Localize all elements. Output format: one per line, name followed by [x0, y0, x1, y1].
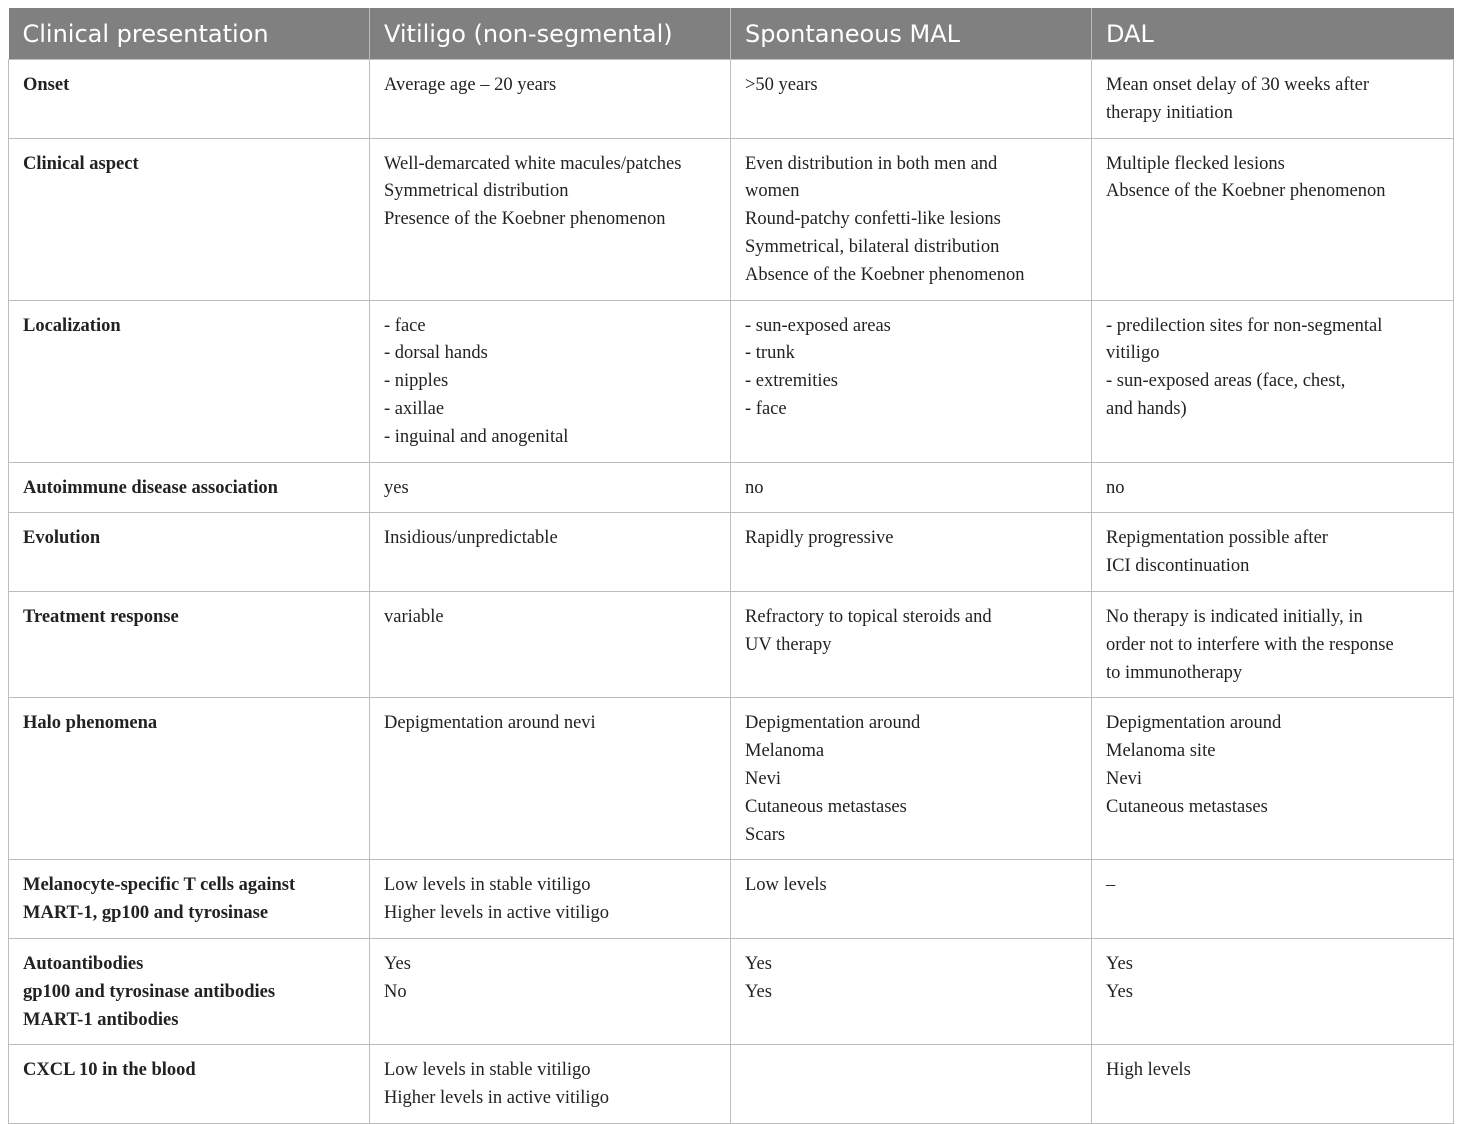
cell-line: gp100 and tyrosinase antibodies — [23, 981, 276, 1002]
cell-line: Even distribution in both men and — [745, 153, 998, 174]
vitiligo-cell — [370, 462, 731, 513]
row-label-cell — [9, 300, 370, 462]
cell-line: Depigmentation around — [1106, 713, 1282, 734]
cell-line: - sun-exposed areas — [745, 315, 891, 336]
cell-line: Higher levels in active vitiligo — [384, 1088, 610, 1109]
cell-line: Average age – 20 years — [384, 75, 557, 95]
cell-line: Repigmentation possible after — [1106, 528, 1328, 549]
dal-cell — [1092, 462, 1454, 513]
cell-line: – — [1106, 875, 1116, 896]
cell-line: Symmetrical, bilateral distribution — [745, 236, 1000, 257]
vitiligo-cell — [370, 698, 731, 860]
vitiligo-cell — [370, 860, 731, 939]
spontaneous-mal-cell — [731, 860, 1092, 939]
cell-line: Refractory to topical steroids and — [745, 606, 992, 627]
vitiligo-cell — [370, 591, 731, 697]
cell-line: Insidious/unpredictable — [384, 528, 558, 549]
vitiligo-cell — [370, 513, 731, 592]
table-row — [9, 300, 1454, 462]
cell-line: Cutaneous metastases — [745, 796, 907, 817]
dal-cell — [1092, 938, 1454, 1044]
cell-line: Depigmentation around nevi — [384, 713, 596, 734]
table-row — [9, 698, 1454, 860]
cell-line: Melanoma site — [1106, 741, 1216, 762]
dal-cell — [1092, 698, 1454, 860]
vitiligo-cell — [370, 60, 731, 139]
cell-line: yes — [384, 477, 409, 498]
comparison-table — [8, 8, 1454, 1124]
table-header — [9, 8, 1454, 60]
cell-line: order not to interfere with the response — [1106, 634, 1394, 655]
cell-line: Low levels — [745, 875, 827, 896]
row-label-cell — [9, 513, 370, 592]
cell-line: - inguinal and anogenital — [384, 426, 569, 447]
cell-line: Absence of the Koebner phenomenon — [1106, 181, 1386, 202]
table-row — [9, 860, 1454, 939]
cell-line: Presence of the Koebner phenomenon — [384, 209, 666, 230]
cell-line: to immunotherapy — [1106, 662, 1243, 683]
cell-line: Autoantibodies — [23, 953, 144, 974]
table-body — [9, 60, 1454, 1124]
cell-line: Round-patchy confetti-like lesions — [745, 209, 1001, 230]
cell-line: No therapy is indicated initially, in — [1106, 606, 1363, 627]
spontaneous-mal-cell — [731, 513, 1092, 592]
cell-line: Rapidly progressive — [745, 528, 894, 549]
cell-line: High levels — [1106, 1060, 1191, 1081]
spontaneous-mal-cell — [731, 698, 1092, 860]
cell-line: Yes — [384, 953, 411, 974]
row-label-cell — [9, 591, 370, 697]
cell-line: and hands) — [1106, 398, 1187, 419]
spontaneous-mal-cell — [731, 591, 1092, 697]
spontaneous-mal-cell — [731, 60, 1092, 139]
cell-line: Higher levels in active vitiligo — [384, 903, 610, 924]
cell-line: Melanocyte-specific T cells against — [23, 875, 296, 896]
cell-line: Localization — [23, 315, 121, 336]
cell-line: Absence of the Koebner phenomenon — [745, 264, 1025, 285]
dal-cell — [1092, 60, 1454, 139]
cell-line: Treatment response — [23, 606, 179, 627]
cell-line: No — [384, 981, 407, 1002]
header-clinical-presentation: Clinical presentation — [9, 8, 370, 60]
spontaneous-mal-cell — [731, 1045, 1092, 1124]
cell-line: >50 years — [745, 75, 818, 95]
cell-line: MART-1 antibodies — [23, 1009, 179, 1030]
header-row — [9, 8, 1454, 60]
cell-line: Nevi — [745, 768, 781, 789]
cell-line: CXCL 10 in the blood — [23, 1060, 196, 1081]
cell-line: Depigmentation around — [745, 713, 921, 734]
cell-line: Melanoma — [745, 741, 825, 762]
cell-line: variable — [384, 606, 444, 627]
dal-cell — [1092, 591, 1454, 697]
cell-line: Well-demarcated white macules/patches — [384, 153, 682, 174]
table-row — [9, 60, 1454, 139]
cell-line: Symmetrical distribution — [384, 181, 569, 202]
cell-line: Halo phenomena — [23, 713, 158, 734]
cell-line: therapy initiation — [1106, 102, 1233, 123]
dal-cell — [1092, 1045, 1454, 1124]
row-label-cell — [9, 860, 370, 939]
cell-line: ICI discontinuation — [1106, 556, 1250, 577]
cell-line: - face — [384, 315, 426, 336]
cell-line: - dorsal hands — [384, 343, 488, 364]
cell-line: UV therapy — [745, 634, 832, 655]
table-row — [9, 1045, 1454, 1124]
cell-line: - predilection sites for non-segmental — [1106, 315, 1383, 336]
dal-cell — [1092, 513, 1454, 592]
header-spontaneous-mal: Spontaneous MAL — [731, 8, 1092, 60]
row-label-cell — [9, 698, 370, 860]
dal-cell — [1092, 860, 1454, 939]
cell-line: Nevi — [1106, 768, 1142, 789]
table-row — [9, 138, 1454, 300]
cell-line: Scars — [745, 824, 786, 845]
vitiligo-cell — [370, 300, 731, 462]
dal-cell — [1092, 300, 1454, 462]
row-label-cell — [9, 1045, 370, 1124]
cell-line: Yes — [1106, 981, 1133, 1002]
row-label-cell — [9, 462, 370, 513]
vitiligo-cell — [370, 1045, 731, 1124]
cell-line: - nipples — [384, 371, 449, 392]
cell-line: no — [745, 477, 764, 498]
cell-line: - face — [745, 398, 787, 419]
cell-line: Clinical aspect — [23, 153, 139, 174]
header-dal: DAL — [1092, 8, 1454, 60]
cell-line: Low levels in stable vitiligo — [384, 1060, 591, 1081]
spontaneous-mal-cell — [731, 300, 1092, 462]
table-row — [9, 462, 1454, 513]
spontaneous-mal-cell — [731, 462, 1092, 513]
table-row — [9, 938, 1454, 1044]
row-label-cell — [9, 138, 370, 300]
cell-line: - extremities — [745, 371, 838, 392]
cell-line: - sun-exposed areas (face, chest, — [1106, 371, 1346, 392]
spontaneous-mal-cell — [731, 938, 1092, 1044]
table-row — [9, 513, 1454, 592]
cell-line: MART-1, gp100 and tyrosinase — [23, 903, 269, 924]
cell-line: Mean onset delay of 30 weeks after — [1106, 75, 1370, 95]
cell-line: Multiple flecked lesions — [1106, 153, 1285, 174]
cell-line: women — [745, 181, 800, 202]
cell-line: - axillae — [384, 398, 445, 419]
cell-line: Autoimmune disease association — [23, 477, 278, 498]
row-label-cell — [9, 938, 370, 1044]
row-label-cell — [9, 60, 370, 139]
header-vitiligo: Vitiligo (non-segmental) — [370, 8, 731, 60]
vitiligo-cell — [370, 938, 731, 1044]
cell-line: Cutaneous metastases — [1106, 796, 1268, 817]
cell-line: - trunk — [745, 343, 795, 364]
cell-line: Yes — [745, 981, 772, 1002]
spontaneous-mal-cell — [731, 138, 1092, 300]
cell-line: Yes — [1106, 953, 1133, 974]
cell-line: Low levels in stable vitiligo — [384, 875, 591, 896]
table-row — [9, 591, 1454, 697]
cell-line: no — [1106, 477, 1125, 498]
cell-line: Onset — [23, 75, 70, 95]
cell-line: Evolution — [23, 528, 101, 549]
vitiligo-cell — [370, 138, 731, 300]
cell-line: vitiligo — [1106, 343, 1160, 364]
cell-line: Yes — [745, 953, 772, 974]
dal-cell — [1092, 138, 1454, 300]
